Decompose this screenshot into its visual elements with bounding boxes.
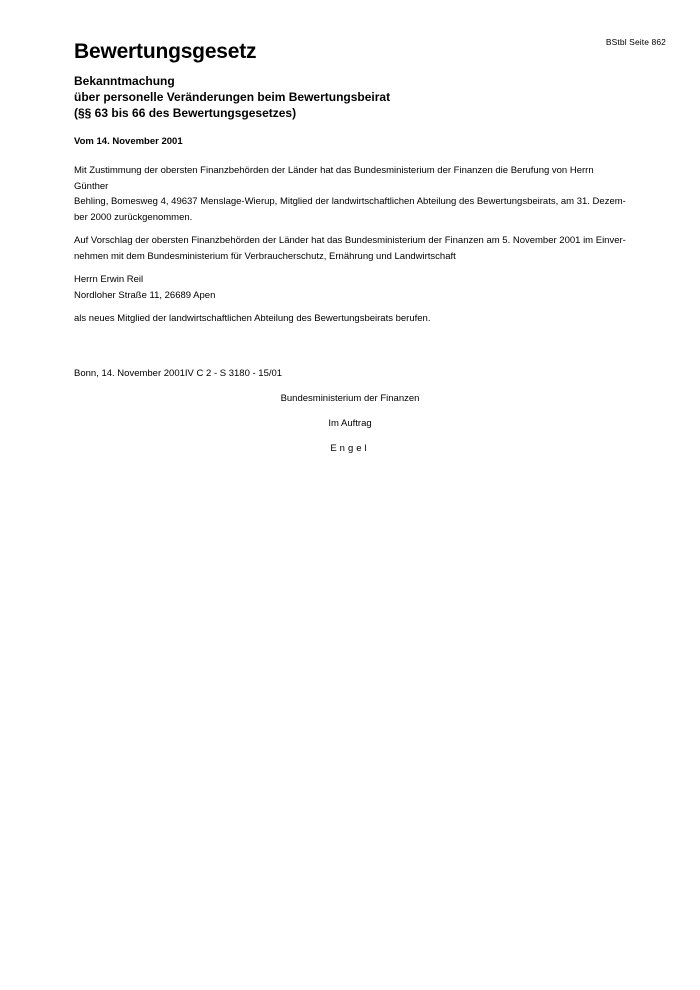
paragraph-line: ber 2000 zurückgenommen. bbox=[74, 211, 193, 223]
subtitle-line: über personelle Veränderungen beim Bewertungsbeirat bbox=[74, 90, 391, 104]
subtitle-line: (§§ 63 bis 66 des Bewertungsgesetzes) bbox=[74, 106, 297, 120]
document-body bbox=[74, 38, 626, 456]
signature-name: Engel bbox=[330, 442, 370, 454]
appointee-address bbox=[74, 272, 626, 303]
paragraph-line: nehmen mit dem Bundesministerium für Verbraucherschutz, Ernährung und Landwirtschaft bbox=[74, 250, 456, 262]
signature-authority: Bundesministerium der Finanzen bbox=[280, 392, 420, 404]
paragraph-line: Mit Zustimmung der obersten Finanzbehörden der Länder hat das Bundesministerium der Finanzen die Berufung von Herrn Günther bbox=[74, 165, 594, 192]
issue-date: Vom 14. November 2001 bbox=[74, 136, 183, 147]
signature-on-behalf: Im Auftrag bbox=[328, 417, 372, 429]
document-subtitle bbox=[74, 73, 626, 121]
paragraph-conclusion: als neues Mitglied der landwirtschaftlichen Abteilung des Bewertungsbeirats berufen. bbox=[74, 313, 431, 324]
address-line: Nordloher Straße 11, 26689 Apen bbox=[74, 289, 216, 301]
paragraph-appointment bbox=[74, 233, 626, 264]
paragraph-withdrawal bbox=[74, 163, 626, 225]
address-line: Herrn Erwin Reil bbox=[74, 274, 144, 285]
page-reference: BStbl Seite 862 bbox=[605, 37, 666, 47]
paragraph-line: Behling, Bomesweg 4, 49637 Menslage-Wierup, Mitglied der landwirtschaftlichen Abteilung des Bewertungsbeirats, am 31. Dezem- bbox=[74, 196, 626, 207]
subtitle-line: Bekanntmachung bbox=[74, 74, 175, 88]
place-date-reference: Bonn, 14. November 2001IV C 2 - S 3180 - 15/01 bbox=[74, 367, 283, 379]
paragraph-line: Auf Vorschlag der obersten Finanzbehörden der Länder hat das Bundesministerium der Finanzen am 5. November 2001 im Einver- bbox=[74, 235, 626, 246]
document-title: Bewertungsgesetz bbox=[74, 40, 257, 63]
